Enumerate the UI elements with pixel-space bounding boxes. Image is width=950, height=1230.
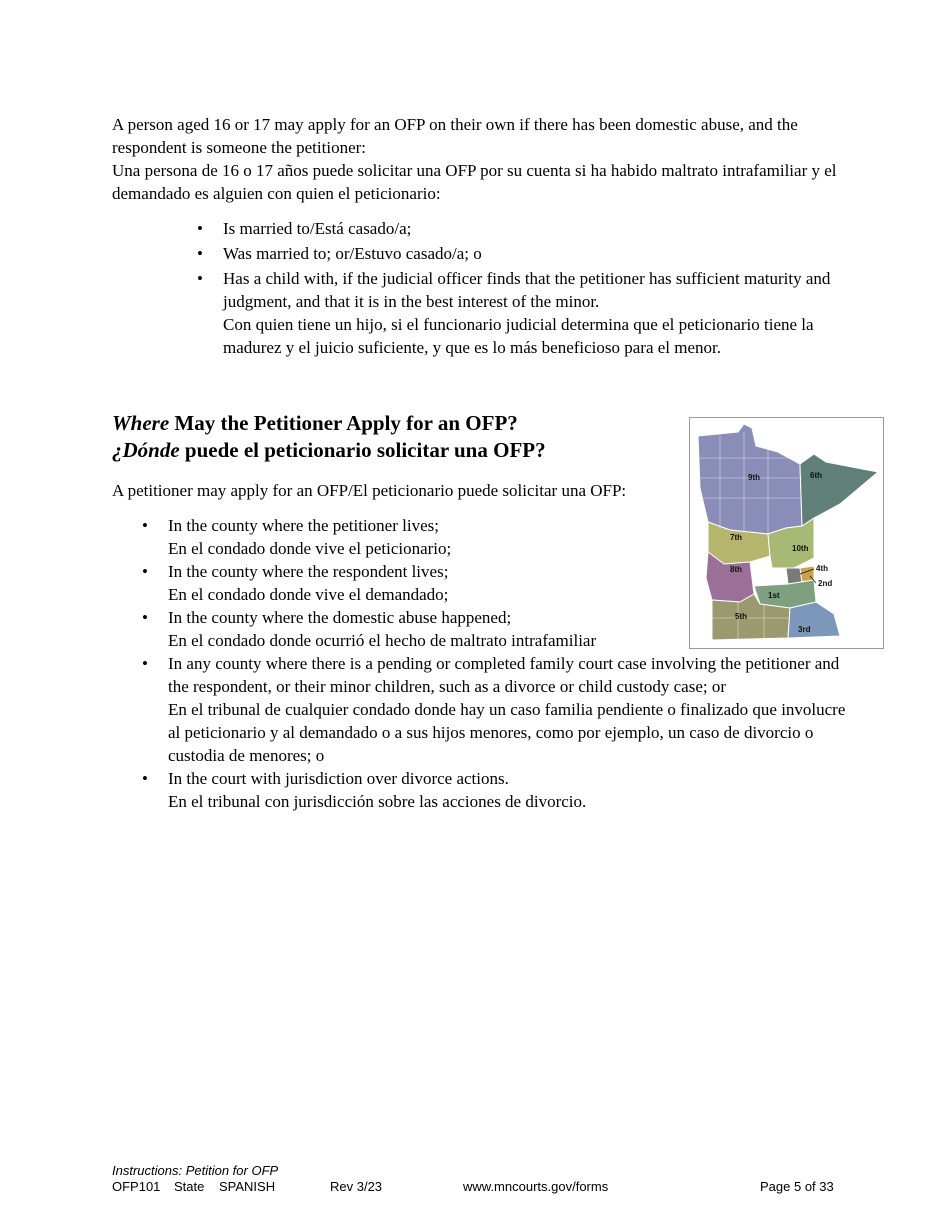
district-label-5th: 5th <box>735 612 747 621</box>
list-item-spanish: En el condado donde ocurrió el hecho de maltrato intrafamiliar <box>168 631 597 650</box>
list-item-english: • In the county where the respondent lives; <box>168 562 449 581</box>
intro-english: A person aged 16 or 17 may apply for an OFP on their own if there has been domestic abuse, and the respondent is someone the petitioner: <box>112 115 798 157</box>
list-item-english: • In any county where there is a pending or completed family court case involving the petitioner and the respondent, or their minor children, such as a divorce or child custody case; or <box>168 654 840 696</box>
heading-english-rest: May the Petitioner Apply for an OFP? <box>169 411 518 435</box>
list-item-english: Has a child with, if the judicial officer finds that the petitioner has sufficient maturity and judgment, and that it is in the best interest of the minor. <box>223 269 831 311</box>
intro-paragraph <box>112 113 852 205</box>
district-label-9th: 9th <box>748 473 760 482</box>
list-item <box>223 242 853 265</box>
minnesota-map-graphic <box>690 418 883 648</box>
district-label-3rd: 3rd <box>798 625 811 634</box>
footer-form-id: OFP101 <box>112 1179 161 1194</box>
district-region-6th <box>800 454 878 526</box>
footer-revision: Rev 3/23 <box>330 1179 383 1194</box>
footer-page-number: Page 5 of 33 <box>760 1179 834 1194</box>
district-label-1st: 1st <box>768 591 780 600</box>
district-label-7th: 7th <box>730 533 742 542</box>
list-item-spanish: En el tribunal con jurisdicción sobre las acciones de divorcio. <box>168 792 587 811</box>
footer-doc-title: Instructions: Petition for OFP <box>112 1163 279 1178</box>
list-item-spanish: En el condado donde vive el peticionario; <box>168 539 452 558</box>
district-label-4th: 4th <box>816 564 828 573</box>
footer-state: State <box>174 1179 205 1194</box>
heading-spanish-rest: puede el peticionario solicitar una OFP? <box>179 438 546 462</box>
district-label-8th: 8th <box>730 565 742 574</box>
list-item-spanish: En el condado donde vive el demandado; <box>168 585 449 604</box>
heading-spanish-italic: ¿Dónde <box>112 438 180 462</box>
district-label-10th: 10th <box>792 544 809 553</box>
where-lead-text: A petitioner may apply for an OFP/El peticionario puede solicitar una OFP: <box>112 481 627 500</box>
heading-english-italic: Where <box>112 411 170 435</box>
district-region-2nd <box>800 566 814 582</box>
footer-url[interactable]: www.mncourts.gov/forms <box>463 1179 609 1194</box>
list-item-english: Is married to/Está casado/a; <box>223 219 412 238</box>
list-item-english: • In the county where the domestic abuse happened; <box>168 608 512 627</box>
district-label-6th: 6th <box>810 471 822 480</box>
list-item-english: • In the county where the petitioner lives; <box>168 516 439 535</box>
list-item <box>223 267 853 359</box>
list-item-spanish: En el tribunal de cualquier condado donde hay un caso familia pendiente o finalizado que involucre al peticionario y al demandado o a sus hijos menores, como por ejemplo, un caso de divorcio o custodia de menores; o <box>168 700 846 765</box>
heading-english <box>112 410 672 437</box>
district-region-4th <box>786 568 802 584</box>
list-item-spanish: Con quien tiene un hijo, si el funcionario judicial determina que el peticionario tiene la madurez y el juicio suficiente, y que es lo más beneficioso para el menor. <box>223 315 814 357</box>
list-item <box>223 217 853 240</box>
relationship-list <box>223 217 853 361</box>
judicial-district-map <box>689 417 884 649</box>
list-item-english: Was married to; or/Estuvo casado/a; o <box>223 244 482 263</box>
heading-spanish <box>112 437 672 464</box>
section-heading <box>112 410 672 464</box>
list-item-english: • In the court with jurisdiction over divorce actions. <box>168 769 509 788</box>
list-item <box>168 767 848 813</box>
footer-language: SPANISH <box>219 1179 276 1194</box>
page-footer <box>112 1163 842 1195</box>
intro-spanish: Una persona de 16 o 17 años puede solicitar una OFP por su cuenta si ha habido maltrato intrafamiliar y el demandado es alguien con quien el peticionario: <box>112 161 837 203</box>
list-item <box>168 652 848 767</box>
district-label-2nd: 2nd <box>818 579 833 588</box>
district-region-3rd <box>788 602 840 638</box>
